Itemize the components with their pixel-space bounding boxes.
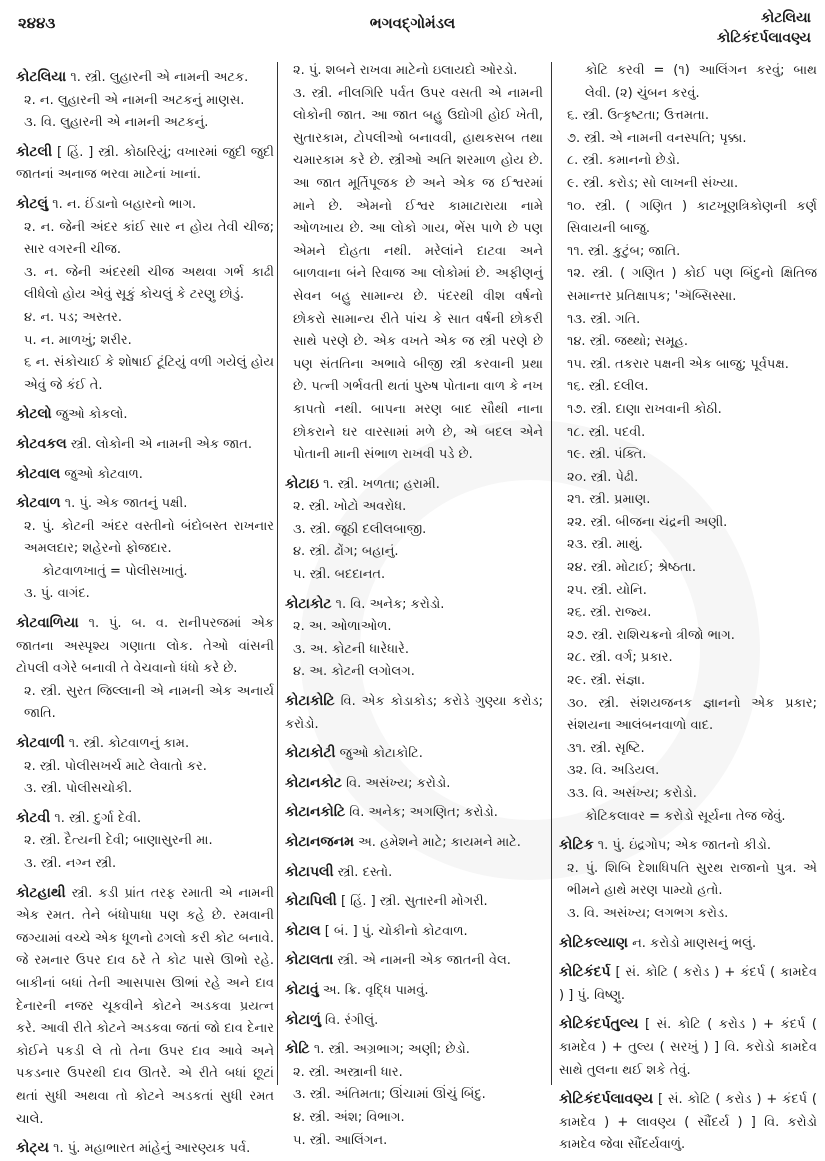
headword: કોટાકોટ <box>285 595 332 612</box>
dictionary-entry <box>285 742 543 766</box>
sense: ૩. સ્ત્રી. પોલીસચોકી. <box>24 781 133 797</box>
headword: કોટાકોટી <box>285 745 336 762</box>
sense: ૪. ન. પડ; અસ્તર. <box>24 309 122 325</box>
headword: કોટાપલી <box>285 863 334 880</box>
sense: ૪. સ્ત્રી. ઢોંગ; બહાનું. <box>293 544 399 560</box>
sense: ૭. સ્ત્રી. એ નામની વનસ્પતિ; પૃક્કા. <box>567 130 747 146</box>
sense: ૬ ન. સંકોચાઈ કે શોષાઈ ટૂંટિયું વળી ગયેલું હોય એવું જે કંઈ તે. <box>24 355 274 393</box>
dictionary-entry <box>285 979 543 1003</box>
sense: ૪. સ્ત્રી. અંશ; વિભાગ. <box>293 1109 405 1125</box>
dictionary-entry <box>285 473 543 497</box>
sense: ૨૯. સ્ત્રી. સંજ્ઞા. <box>567 673 646 689</box>
sense: ૨. પું. કોટની અંદર વસ્તીનો બંદોબસ્ત રાખનાર અમલદાર; શહેરનો ફોજદાર. <box>24 518 274 557</box>
definition: જુઓ કોકલો. <box>55 407 128 423</box>
headword: કોટિ <box>285 1041 310 1058</box>
sense: ૩. પું. વાગંદ. <box>24 586 90 602</box>
dictionary-entry <box>285 949 543 973</box>
column-3 <box>559 60 817 1157</box>
sense: ૨. સ્ત્રી. સુરત જિલ્લાની એ નામની એક અનાર્ય જાતિ. <box>24 683 274 722</box>
definition: [ સં. કોટિ ( કરોડ ) + કંદર્પ ( કામદેવ ) + લાવણ્ય ( સૌંદર્ય ) ] વિ. કરોડો કામદેવ જેવા સૌંદર્યવાળું. <box>559 1092 817 1153</box>
definition: વિ. અસંખ્ય; કરોડો. <box>346 775 451 791</box>
column-1 <box>16 60 274 1161</box>
dictionary-entry <box>16 403 274 427</box>
headword: કોટાનકોટિ <box>285 804 346 821</box>
sense: ૨૭. સ્ત્રી. રાશિચક્રનો ત્રીજો ભાગ. <box>567 627 735 643</box>
sense: ૯. સ્ત્રી. કરોડ; સો લાખની સંખ્યા. <box>567 175 739 191</box>
definition: ૧. સ્ત્રી. ખળતા; હરામી. <box>323 476 440 492</box>
dictionary-entry <box>285 890 543 914</box>
sense: ૨. સ્ત્રી. પોલીસખર્ચ માટે લેવાતો કર. <box>24 758 207 774</box>
dictionary-entry <box>559 1013 817 1082</box>
sense: ૧૩. સ્ત્રી. ગતિ. <box>567 311 641 327</box>
dictionary-entry <box>285 920 543 944</box>
sense: ૨૮. સ્ત્રી. વર્ગ; પ્રકાર. <box>567 650 673 666</box>
headword: કોટાળું <box>285 1011 321 1028</box>
dictionary-entry <box>559 1088 817 1157</box>
page-header <box>0 0 825 58</box>
headword: કોટહાથી <box>16 884 66 901</box>
dictionary-entry <box>559 932 817 956</box>
sense: ૨. સ્ત્રી. ખોટો અવરોધ. <box>293 499 407 515</box>
dictionary-entry <box>16 492 274 516</box>
sense: ૨૧. સ્ત્રી. પ્રમાણ. <box>567 492 651 508</box>
definition: ૧. સ્ત્રી. અગ્રભાગ; અણી; છેડો. <box>313 1042 470 1058</box>
dictionary-entry <box>559 834 817 858</box>
definition: જુઓ કોટાકોટિ. <box>339 746 423 762</box>
sense: ૨. પું. શિબિ દેશાધિપતિ સુરથ રાજાનો પુત્ર. એ ભીમને હાથે મરણ પામ્યો હતો. <box>567 860 817 899</box>
continued-sense: ૨. પું. શબને રાખવા માટેનો ઇલાયદો ઓરડો. <box>293 63 518 78</box>
sense: ૨. ન. જેની અંદર કાંઈ સાર ન હોય તેવી ચીજ; સાર વગરની ચીજ. <box>24 219 274 258</box>
dictionary-entry <box>16 807 274 831</box>
sense: ૨૫. સ્ત્રી. યોનિ. <box>567 582 647 598</box>
headword: કોટલું <box>16 195 49 212</box>
definition: અ. ક્રિ. વૃદ્ધિ પામવું. <box>322 982 429 998</box>
headword: કોટિકલ્યાણ <box>559 934 628 951</box>
definition: અ. હમેશને માટે; કાયમને માટે. <box>358 835 521 850</box>
idiom-phrase: કોટિકલાવર = કરોડો સૂર્યના તેજ જેવું. <box>585 808 786 824</box>
headword: કોટિક <box>559 837 594 854</box>
definition: વિ. રંગીલું. <box>325 1012 379 1028</box>
dictionary-entry <box>285 831 543 855</box>
sense: ૫. સ્ત્રી. આલિંગન. <box>293 1132 388 1148</box>
definition: ન. કરોડો માણસનું ભલું. <box>632 935 757 951</box>
sense: ૩૦. સ્ત્રી. સંશયજનક જ્ઞાનનો એક પ્રકાર; સંશયના આલંબનવાળો વાદ. <box>567 695 817 734</box>
sense: ૨. સ્ત્રી. દૈત્યની દેવી; બાણાસુરની મા. <box>24 833 213 849</box>
sense: ૩૨. વિ. અડિયલ. <box>567 763 660 779</box>
headword: કોટાલતા <box>285 952 334 969</box>
definition: [ હિં. ] સ્ત્રી. સુતારની મોગરી. <box>340 894 488 910</box>
definition: વિ. અનેક; અગણિત; કરોડો. <box>349 805 498 821</box>
definition: ૧. પું. બ. વ. રાનીપરજમાં એક જાતના અસ્પૃશ્ય ગણાતા લોક. તેઓ વાંસની ટોપલી વગેરે બનાવી તે વેચવાનો ધંધો કરે છે. <box>16 616 274 677</box>
sense: ૨૩. સ્ત્રી. માથું. <box>567 537 643 553</box>
definition: ૧. સ્ત્રી. કોટવાળનું કામ. <box>68 736 190 752</box>
sense: ૧૬. સ્ત્રી. દલીલ. <box>567 379 649 395</box>
dictionary-entry <box>16 463 274 487</box>
idiom-phrase: કોટવાળખાતું = પોલીસખાતું. <box>42 563 188 579</box>
sense: ૧૦. સ્ત્રી. ( ગણિત ) કાટખૂણત્રિકોણની કર્ણ સિવાયની બાજુ. <box>567 198 817 237</box>
definition: સ્ત્રી. એ નામની એક જાતની વેલ. <box>337 953 511 969</box>
headword: કોટિકંદર્પ <box>559 964 611 981</box>
sense: ૨. અ. ઓળાઓળ. <box>293 619 392 635</box>
dictionary-entry <box>285 861 543 885</box>
headword: કોટવાળ <box>16 495 61 512</box>
dictionary-entry <box>285 772 543 796</box>
sense: ૮. સ્ત્રી. કમાનનો છેડો. <box>567 153 681 169</box>
sense: ૧૧. સ્ત્રી. કુટુંબ; જાતિ. <box>567 243 681 259</box>
dictionary-entry <box>285 593 543 617</box>
definition: ૧. પું. મહાભારત માંહેનું આરણ્યક પર્વ. <box>53 1141 251 1157</box>
idiom-phrase: કોટિ કરવી = (૧) આલિંગન કરવું; બાથ લેવી. (૨) ચુંબન કરવું. <box>585 63 817 101</box>
headword: કોટિકંદર્પલાવણ્ય <box>559 1091 654 1108</box>
sense: ૧૫. સ્ત્રી. તકરાર પક્ષની એક બાજુ; પૂર્વપક્ષ. <box>567 356 789 372</box>
definition: ૧. પું. એક જાતનું પક્ષી. <box>64 496 188 512</box>
definition: વિ. એક કોડાકોડ; કરોડે ગુણ્યા કરોડ; કરોડો. <box>285 694 543 732</box>
definition: સ્ત્રી. લોકોની એ નામની એક જાત. <box>70 436 252 452</box>
continued-sense: ૩. સ્ત્રી. નીલગિરિ પર્વત ઉપર વસતી એ નામની લોકોની જાત. આ જાત બહુ ઉદ્યોગી હોઈ ખેતી, સુતારકામ, ટોપલીઓ બનાવવી, હાથકસબ તથા ચમારકામ કરે છે. સ્ત્રીઓ અતિ શરમાળ હોય છે. આ જાત મૂર્તિપૂજક છે અને એક જ ઈશ્વરમાં માને છે. એમનો ઈશ્વર કામાટારાયા નામે ઓળખાય છે. આ લોકો ગાય, ભેંસ પાળે છે પણ એમને દોહતા નથી. મરેલાંને દાટવા અને બાળવાના બંને રિવાજ આ લોકોમાં છે. અફીણનું સેવન બહુ સામાન્ય છે. પંદરથી વીશ વર્ષનો છોકરો સામાન્ય રીતે પાંચ કે સાત વર્ષની છોકરી સાથે પરણે છે. એક વખતે એક જ સ્ત્રી પરણે છે પણ સંતતિના અભાવે બીજી સ્ત્રી કરવાની પ્રથા છે. પત્ની ગર્ભવતી થતાં પુરુષ પોતાના વાળ કે નખ કાપતો નથી. બાપના મરણ બાદ સૌથી નાના છોકરાને ઘર વારસામાં મળે છે, એ બદલ એને પોતાની માની સંભાળ રાખવી પડે છે. <box>293 85 543 463</box>
headword: કોટવાલ <box>16 465 61 482</box>
sense: ૩. ન. જેની અંદરથી ચીજ અથવા ગર્ભ કાઢી લીધેલો હોય એવું સૂકું કોચલું કે ટરણુ છોડું. <box>24 264 274 303</box>
sense: ૨૨. સ્ત્રી. બીજના ચંદ્રની અણી. <box>567 514 728 530</box>
headword: કોટલિયા <box>16 69 67 85</box>
sense: ૪. અ. કોટની લગોલગ. <box>293 664 415 680</box>
sense: ૨૦. સ્ત્રી. પેઢી. <box>567 469 639 485</box>
definition: ૧. સ્ત્રી. લુહારની એ નામની અટક. <box>70 70 249 85</box>
guide-word-last: કોટિકંદર્પલાવણ્ય <box>716 30 811 46</box>
dictionary-entry <box>16 433 274 457</box>
headword: કોટવાળિયા <box>16 615 79 632</box>
definition: જુઓ કોટવાળ. <box>64 466 143 482</box>
headword: કોટાઇ <box>285 475 319 492</box>
headword: કોટાનજનમ <box>285 834 354 850</box>
dictionary-entry <box>16 193 274 217</box>
sense: ૧૨. સ્ત્રી. ( ગણિત ) કોઈ પણ બિંદુનો ક્ષિતિજ સમાન્તર પ્રતિક્ષાપક; 'ઍબ્સિસ્સા. <box>567 266 817 304</box>
dictionary-entry <box>285 1038 543 1062</box>
headword: કોટાકોટિ <box>285 693 335 710</box>
headword: કોટિકંદર્પતુલ્ય <box>559 1016 639 1033</box>
page-number: ૨૪૪૩ <box>18 14 56 32</box>
sense: ૧૯. સ્ત્રી. પંક્તિ. <box>567 447 647 463</box>
sense: ૩. સ્ત્રી. જૂઠી દલીલબાજી. <box>293 521 427 537</box>
definition: ૧. ન. ઈંડાનો બહારનો ભાગ. <box>52 196 197 212</box>
dictionary-entry <box>285 1009 543 1033</box>
sense: ૧૪. સ્ત્રી. જથ્થો; સમૂહ. <box>567 334 688 350</box>
sense: ૨૬. સ્ત્રી. રાજ્ય. <box>567 605 652 621</box>
sense: ૩૩. વિ. અસંખ્ય; કરોડો. <box>567 786 697 801</box>
headword: કોટલી <box>16 143 53 160</box>
sense: ૨. સ્ત્રી. અસ્ત્રાની ધાર. <box>293 1064 403 1080</box>
sense: ૩. સ્ત્રી. અંતિમતા; ઊંચામાં ઊંચું બિંદુ. <box>293 1087 486 1103</box>
headword: કોટાપિલી <box>285 893 337 910</box>
dictionary-entry <box>16 1137 274 1161</box>
definition: સ્ત્રી. કડી પ્રાંત તરફ રમાતી એ નામની એક રમત. તેને બંધોપાધા પણ કહે છે. રમવાની જગ્યામાં વચ્ચે એક ધૂળનો ઢગલો કરી કોટ બનાવે. જે રમનાર ઉપર દાવ ઠરે તે કોટ પાસે ઊભો રહે. બાકીનાં બધાં તેની આસપાસ ઊભાં રહે અને દાવ દેનારની નજર ચૂકવીને કોટને અડકવા પ્રયત્ન કરે. આવી રીતે કોટને અડકવા જતાં જો દાવ દેનાર કોઈને પકડી લે તો તેના ઉપર દાવ આવે અને પકડનાર ઉપરથી દાવ ઊતરે. એ રીતે બધાં છૂટાં થતાં સુધી અથવા તો કોટને અડકતાં સુધી રમત ચાલે. <box>16 885 274 1127</box>
definition: [ સં. કોટિ ( કરોડ ) + કંદર્પ ( કામદેવ ) ] પું. વિષ્ણુ. <box>559 965 817 1003</box>
dictionary-entry <box>559 961 817 1007</box>
dictionary-entry <box>16 141 274 187</box>
sense: ૩. વિ. અસંખ્ય; લગભગ કરોડ. <box>567 905 729 921</box>
headword: કોટ્ય <box>16 1140 49 1157</box>
dictionary-entry <box>16 882 274 1132</box>
headword: કોટાલ <box>285 922 321 939</box>
sense: ૩. અ. કોટની ધારેધારે. <box>293 641 409 657</box>
dictionary-entry <box>16 66 274 90</box>
headword: કોટાવું <box>285 981 319 998</box>
sense: ૩. સ્ત્રી. નગ્ન સ્ત્રી. <box>24 856 117 871</box>
sense: ૧૭. સ્ત્રી. દાણા રાખવાની કોઠી. <box>567 401 722 417</box>
sense: ૩૧. સ્ત્રી. સૃષ્ટિ. <box>567 740 645 756</box>
headword: કોટવકલ <box>16 435 67 452</box>
definition: સ્ત્રી. દસ્તો. <box>337 864 393 880</box>
definition: [ સં. કોટિ ( કરોડ ) + કંદર્પ ( કામદેવ ) + તુલ્ય ( સરખું ) ] વિ. કરોડો કામદેવ સાથે તુલના થઈ શકે તેવું. <box>559 1017 817 1078</box>
definition: [ બં. ] પું. ચોકીનો કોટવાળ. <box>324 923 468 939</box>
book-title: ભગવદ્ગોમંડલ <box>369 14 456 32</box>
sense: ૬. સ્ત્રી. ઉત્કૃષ્ટતા; ઉત્તમતા. <box>567 108 709 124</box>
sense: ૫. ન. માળખું; શરીર. <box>24 332 132 348</box>
headword: કોટવી <box>16 809 51 826</box>
headword: કોટવાળી <box>16 735 65 752</box>
headword: કોટાનકોટ <box>285 774 342 791</box>
column-2 <box>285 60 543 1152</box>
dictionary-entry <box>16 612 274 681</box>
definition: ૧. પું. ઇંદ્રગોપ; એક જાતનો કીડો. <box>597 838 771 854</box>
dictionary-entry <box>16 732 274 756</box>
sense: ૨૪. સ્ત્રી. મોટાઈ; શ્રેષ્ઠતા. <box>567 560 696 576</box>
column-divider <box>551 62 552 1085</box>
dictionary-entry <box>285 801 543 825</box>
sense: ૧૮. સ્ત્રી. પદવી. <box>567 424 646 440</box>
headword: કોટલો <box>16 406 52 423</box>
sense: ૨. ન. લુહારની એ નામની અટકનું માણસ. <box>24 92 245 108</box>
sense: ૫. સ્ત્રી. બદદાનત. <box>293 567 386 583</box>
definition: ૧. સ્ત્રી. દુર્ગા દેવી. <box>54 810 142 826</box>
definition: [ હિં. ] સ્ત્રી. કોઠારિયું; વખારમાં જુદી જુદી જાતનાં અનાજ ભરવા માટેનાં ખાનાં. <box>16 144 274 183</box>
sense: ૩. વિ. લુહારની એ નામની અટકનું. <box>24 115 209 131</box>
dictionary-entry <box>285 690 543 736</box>
definition: ૧. વિ. અનેક; કરોડો. <box>335 596 445 612</box>
guide-word-first: કોટલિયા <box>760 10 811 26</box>
column-divider <box>277 62 278 1085</box>
